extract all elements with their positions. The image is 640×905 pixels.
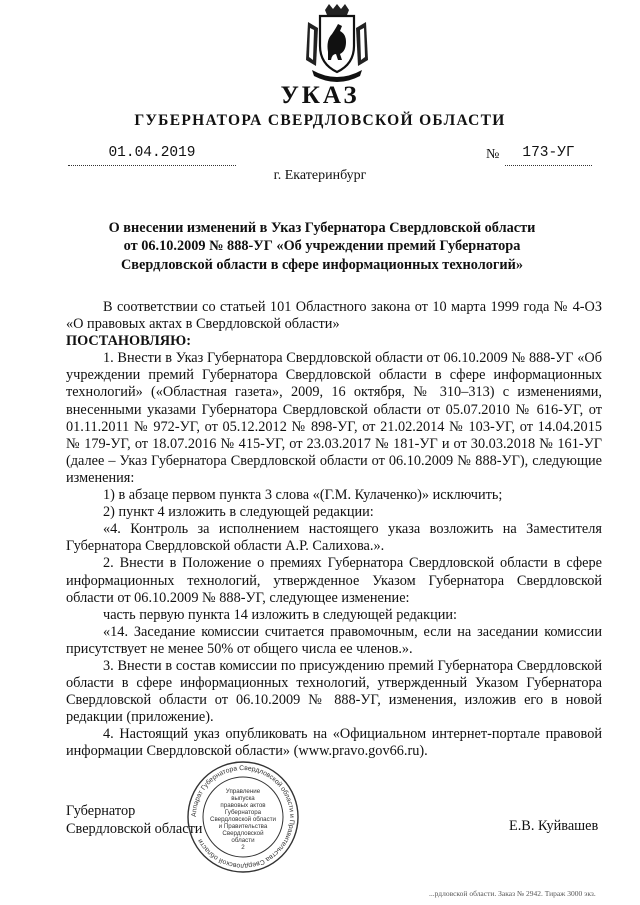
official-stamp bbox=[186, 760, 300, 874]
stamp-text: и Правительства bbox=[218, 823, 268, 830]
stamp-text: Управление bbox=[225, 788, 261, 795]
number-sign: № bbox=[486, 147, 500, 162]
decree-word: ПОСТАНОВЛЯЮ: bbox=[66, 333, 191, 350]
stamp-text: области bbox=[231, 837, 255, 844]
document-body bbox=[66, 299, 602, 761]
document-type-heading: УКАЗ bbox=[280, 82, 360, 109]
subparagraph-1-1: 1) в абзаце первом пункта 3 слова «(Г.М. Кулаченко)» исключить; bbox=[103, 487, 503, 504]
signatory-name: Е.В. Куйвашев bbox=[509, 818, 599, 834]
document-date: 01.04.2019 bbox=[68, 145, 236, 166]
position-line: Губернатор bbox=[66, 803, 136, 819]
quoted-text: «4. Контроль за исполнением настоящего указа возложить на Заместителя Губернатора Свердловской области А.Р. Салихова.». bbox=[66, 521, 602, 555]
title-line: Свердловской области в сфере информационных технологий» bbox=[120, 256, 524, 273]
stamp-text: Свердловской bbox=[222, 830, 264, 837]
stamp-ring-text: Аппарат Губернатора Свердловской области и Правительства Свердловской области bbox=[190, 764, 296, 870]
city-line: г. Екатеринбург bbox=[273, 168, 367, 183]
title-line: от 06.10.2009 № 888-УГ «Об учреждении премий Губернатора bbox=[123, 238, 521, 255]
paragraph-3: 3. Внести в состав комиссии по присуждению премий Губернатора Свердловской области в сфере информационных технологий, утвержденный Указом Губернатора Свердловской области от 06.10.2009 № 888-УГ, изменения, изложив его в новой редакции (приложение). bbox=[66, 657, 602, 726]
issuer-heading: ГУБЕРНАТОРА СВЕРДЛОВСКОЙ ОБЛАСТИ bbox=[134, 112, 506, 129]
title-line: О внесении изменений в Указ Губернатора Свердловской области bbox=[108, 220, 536, 236]
position-line: Свердловской области bbox=[66, 820, 203, 837]
coat-of-arms-emblem bbox=[298, 4, 376, 84]
document-number: 173-УГ bbox=[505, 145, 592, 166]
paragraph-2: 2. Внести в Положение о премиях Губернатора Свердловской области в сфере информационных технологий, утвержденное Указом Губернатора Свердловской области от 06.10.2009 № 888-УГ, следующее изменение: bbox=[66, 555, 602, 606]
stamp-text: выпуска bbox=[231, 795, 255, 802]
paragraph-4: 4. Настоящий указ опубликовать на «Официальном интернет-портале правовой информации Свердловской области» (www.pravo.gov66.ru). bbox=[66, 726, 602, 760]
paragraph-1: 1. Внести в Указ Губернатора Свердловской области от 06.10.2009 № 888-УГ «Об учреждении премий Губернатора Свердловской области в сфере информационных технологий» («Областная газета», 2009, 16 октября, № 310–313) с изменениями, внесенными указами Губернатора Свердловской области от 05.07.2010 № 616-УГ, от 01.11.2011 № 972-УГ, от 05.12.2012 № 898-УГ, от 21.02.2014 № 103-УГ, от 14.04.2015 № 179-УГ, от 18.07.2016 № 415-УГ, от 23.03.2017 № 181-УГ и от 30.03.2018 № 161-УГ (далее – Указ Губернатора Свердловской области от 06.10.2009 № 888-УГ), следующие изменения: bbox=[66, 350, 602, 486]
stamp-text: Губернатора bbox=[224, 809, 262, 816]
stamp-text: Свердловской области bbox=[209, 816, 277, 823]
preamble-paragraph: В соответствии со статьей 101 Областного закона от 10 марта 1999 года № 4-ОЗ «О правовых актах в Свердловской области» bbox=[66, 299, 602, 333]
print-footer: ...рдловской области. Заказ № 2942. Тираж 3000 экз. bbox=[429, 889, 596, 898]
stamp-text: 2 bbox=[241, 844, 245, 851]
paragraph-2-clause: часть первую пункта 14 изложить в следующей редакции: bbox=[103, 606, 457, 623]
document-title bbox=[95, 219, 549, 274]
subparagraph-1-2: 2) пункт 4 изложить в следующей редакции: bbox=[103, 504, 374, 521]
stamp-text: правовых актов bbox=[220, 802, 266, 809]
quoted-text: «14. Заседание комиссии считается правомочным, если на заседании комиссии присутствует не менее 50% от общего числа ее членов.». bbox=[66, 623, 602, 657]
signatory-position bbox=[66, 803, 202, 838]
